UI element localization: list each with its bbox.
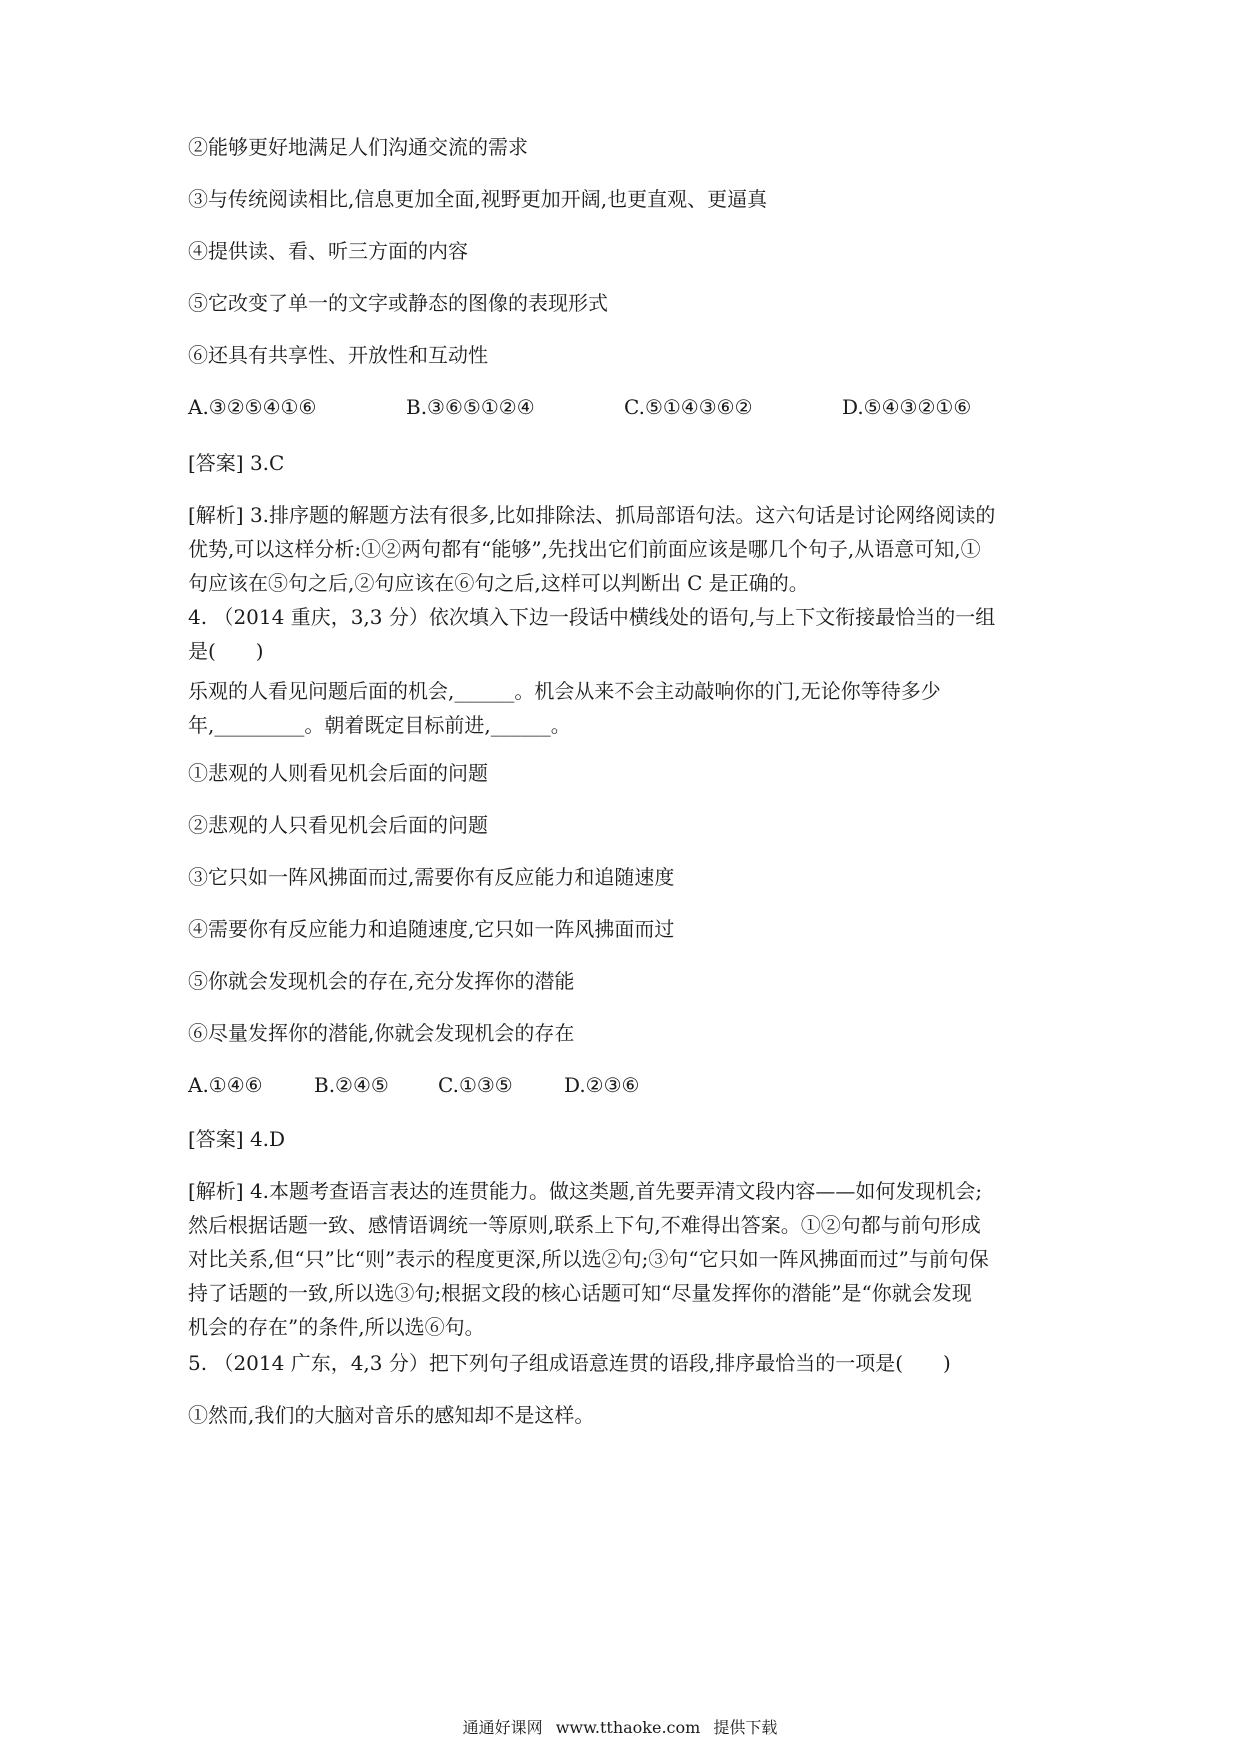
page-footer xyxy=(0,1716,1240,1740)
q3-option-b: B.③⑥⑤①②④ xyxy=(406,395,535,419)
q3-option-a: A.③②⑤④①⑥ xyxy=(188,395,317,419)
q4-item-6: ⑥尽量发挥你的潜能,你就会发现机会的存在 xyxy=(188,1021,575,1045)
q4-item-2: ②悲观的人只看见机会后面的问题 xyxy=(188,813,488,837)
q3-item-6: ⑥还具有共享性、开放性和互动性 xyxy=(188,343,488,367)
q4-item-4: ④需要你有反应能力和追随速度,它只如一阵风拂面而过 xyxy=(188,917,675,941)
q3-item-4: ④提供读、看、听三方面的内容 xyxy=(188,239,468,263)
q4-stem-line: 是( ) xyxy=(188,639,264,663)
q4-analysis xyxy=(188,1174,1068,1344)
q4-option-d: D.②③⑥ xyxy=(564,1073,640,1097)
q4-analysis-line: 然后根据话题一致、感情语调统一等原则,联系上下句,不难得出答案。①②句都与前句形成 xyxy=(188,1213,981,1237)
q4-analysis-line: 持了话题的一致,所以选③句;根据文段的核心话题可知“尽量发挥你的潜能”是“你就会发现 xyxy=(188,1281,972,1305)
q5-item-1: ①然而,我们的大脑对音乐的感知却不是这样。 xyxy=(188,1403,595,1427)
q4-option-b: B.②④⑤ xyxy=(314,1073,389,1097)
q4-analysis-line: 对比关系,但“只”比“则”表示的程度更深,所以选②句;③句“它只如一阵风拂面而过”与前句保 xyxy=(188,1247,989,1271)
q4-item-3: ③它只如一阵风拂面而过,需要你有反应能力和追随速度 xyxy=(188,865,675,889)
q4-analysis-line: [解析] 4.本题考查语言表达的连贯能力。做这类题,首先要弄清文段内容——如何发现机会; xyxy=(188,1179,983,1203)
q4-option-a: A.①④⑥ xyxy=(188,1073,263,1097)
q3-option-c: C.⑤①④③⑥② xyxy=(624,395,753,419)
q3-answer: [答案] 3.C xyxy=(188,451,285,475)
q5-stem: 5. （2014 广东，4,3 分）把下列句子组成语意连贯的语段,排序最恰当的一项是( ) xyxy=(188,1351,951,1375)
q4-passage-line: 年,_________。朝着既定目标前进,______。 xyxy=(188,713,571,737)
q4-option-c: C.①③⑤ xyxy=(438,1073,513,1097)
q3-option-d: D.⑤④③②①⑥ xyxy=(842,395,972,419)
q4-item-5: ⑤你就会发现机会的存在,充分发挥你的潜能 xyxy=(188,969,575,993)
q3-analysis-line: [解析] 3.排序题的解题方法有很多,比如排除法、抓局部语句法。这六句话是讨论网络阅读的 xyxy=(188,503,996,527)
footer-site-name: 通通好课网 xyxy=(462,1718,543,1737)
q3-analysis-line: 句应该在⑤句之后,②句应该在⑥句之后,这样可以判断出 C 是正确的。 xyxy=(188,571,809,595)
q3-item-5: ⑤它改变了单一的文字或静态的图像的表现形式 xyxy=(188,291,608,315)
footer-note: 提供下载 xyxy=(713,1718,778,1737)
q3-options xyxy=(188,390,1068,424)
q3-item-3: ③与传统阅读相比,信息更加全面,视野更加开阔,也更直观、更逼真 xyxy=(188,187,768,211)
q3-analysis-line: 优势,可以这样分析:①②两句都有“能够”,先找出它们前面应该是哪几个句子,从语意可知,① xyxy=(188,537,981,561)
q3-analysis xyxy=(188,498,1068,600)
q4-answer: [答案] 4.D xyxy=(188,1127,286,1151)
q4-stem xyxy=(188,600,1068,668)
q3-item-2: ②能够更好地满足人们沟通交流的需求 xyxy=(188,135,528,159)
q4-stem-line: 4. （2014 重庆，3,3 分）依次填入下边一段话中横线处的语句,与上下文衔接最恰当的一组 xyxy=(188,605,996,629)
q4-analysis-line: 机会的存在”的条件,所以选⑥句。 xyxy=(188,1315,485,1339)
q4-passage xyxy=(188,674,1068,742)
q4-item-1: ①悲观的人则看见机会后面的问题 xyxy=(188,761,488,785)
footer-url: www.tthaoke.com xyxy=(555,1718,701,1737)
q4-options xyxy=(188,1068,1068,1102)
q4-passage-line: 乐观的人看见问题后面的机会,______。机会从来不会主动敲响你的门,无论你等待多少 xyxy=(188,679,941,703)
